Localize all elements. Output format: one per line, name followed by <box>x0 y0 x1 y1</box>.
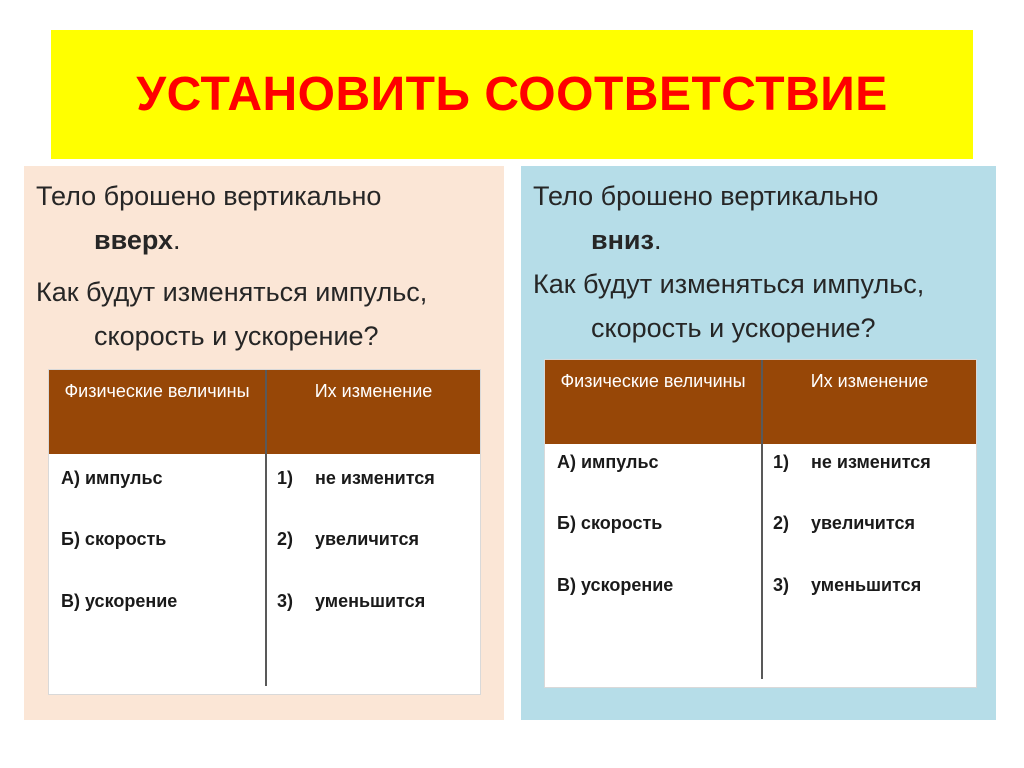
change-text: увеличится <box>315 529 419 549</box>
change-text: уменьшится <box>315 591 426 611</box>
header-changes: Их изменение <box>810 371 929 391</box>
question-text <box>533 174 986 350</box>
header-changes: Их изменение <box>314 381 433 401</box>
header-quantities: Физические величины <box>64 381 250 401</box>
change-number: 1) <box>277 468 294 488</box>
matching-table <box>48 369 481 695</box>
change-item <box>773 513 915 534</box>
quantity-item: Б) скорость <box>61 529 167 549</box>
question-period: . <box>653 225 662 255</box>
change-text: не изменится <box>811 452 931 472</box>
change-text: не изменится <box>315 468 435 488</box>
question-line-4: скорость и ускорение? <box>591 313 876 343</box>
question-text <box>36 174 494 358</box>
quantity-item: В) ускорение <box>557 575 674 595</box>
question-line-3: Как будут изменяться импульс, <box>36 277 428 307</box>
matching-table <box>544 359 977 688</box>
title-banner <box>51 30 973 159</box>
change-item <box>277 591 425 612</box>
quantity-item: А) импульс <box>557 452 659 472</box>
change-number: 2) <box>277 529 294 549</box>
change-text: увеличится <box>811 513 915 533</box>
question-line-1: Тело брошено вертикально <box>36 181 382 211</box>
question-line-2 <box>36 218 494 262</box>
change-item <box>773 452 931 473</box>
quantity-item: В) ускорение <box>61 591 178 611</box>
change-number: 3) <box>773 575 790 595</box>
question-line-1: Тело брошено вертикально <box>533 181 879 211</box>
panel-upward <box>24 166 504 720</box>
panel-downward <box>521 166 996 720</box>
change-text: уменьшится <box>811 575 922 595</box>
slide-title: УСТАНОВИТЬ СООТВЕТСТВИЕ <box>136 68 888 121</box>
question-line-4: скорость и ускорение? <box>94 321 379 351</box>
change-item <box>277 529 419 550</box>
direction-word: вверх <box>94 225 174 255</box>
direction-word: вниз <box>591 225 654 255</box>
quantity-item: Б) скорость <box>557 513 663 533</box>
header-quantities: Физические величины <box>560 371 746 391</box>
change-item <box>773 575 921 596</box>
column-divider <box>265 370 267 686</box>
change-number: 2) <box>773 513 790 533</box>
question-line-2 <box>533 218 986 262</box>
question-period: . <box>173 225 181 255</box>
change-number: 3) <box>277 591 294 611</box>
question-line-3: Как будут изменяться импульс, <box>533 269 925 299</box>
quantity-item: А) импульс <box>61 468 163 488</box>
change-number: 1) <box>773 452 790 472</box>
change-item <box>277 468 435 489</box>
column-divider <box>761 360 763 679</box>
